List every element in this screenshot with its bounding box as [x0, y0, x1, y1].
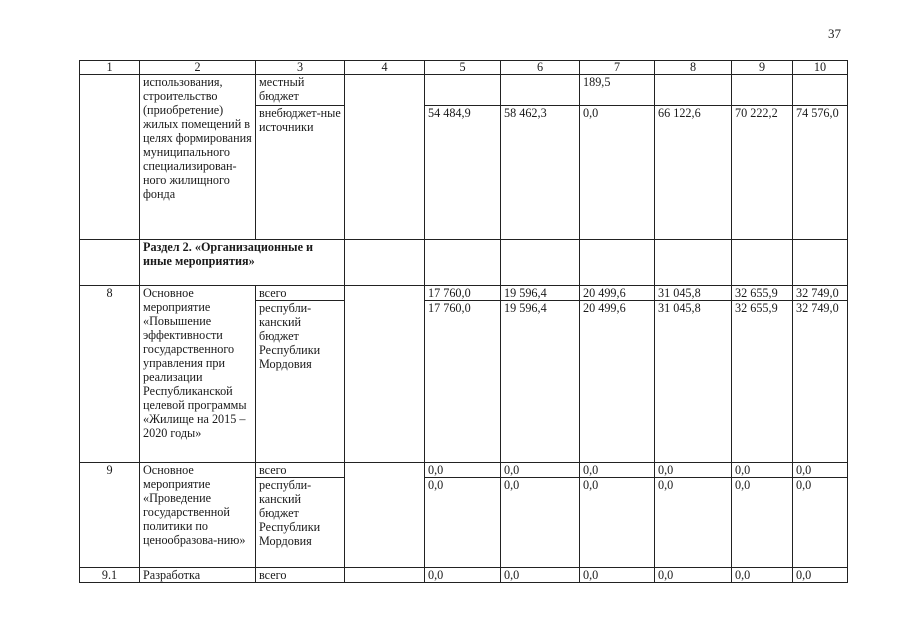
column-number: 10: [793, 61, 848, 75]
column-number: 2: [140, 61, 256, 75]
value-cell: [425, 75, 501, 106]
column-number: 4: [345, 61, 425, 75]
value-cell: 0,0: [580, 463, 655, 478]
column-number: 1: [80, 61, 140, 75]
activity-name: Основное мероприятие «Проведение государственной политики по ценообразова-нию»: [140, 463, 256, 568]
value-cell: 31 045,8: [655, 286, 732, 301]
budget-table: [79, 60, 848, 583]
value-cell: 0,0: [580, 106, 655, 240]
value-cell: [501, 75, 580, 106]
value-cell: 17 760,0: [425, 301, 501, 463]
empty-cell: [80, 240, 140, 286]
value-cell: 0,0: [732, 463, 793, 478]
value-cell: 31 045,8: [655, 301, 732, 463]
table-row: [80, 286, 848, 301]
empty-cell: [345, 463, 425, 568]
empty-cell: [501, 240, 580, 286]
value-cell: 66 122,6: [655, 106, 732, 240]
funding-source: республи-канский бюджет Республики Мордовия: [256, 301, 345, 463]
value-cell: 54 484,9: [425, 106, 501, 240]
value-cell: 74 576,0: [793, 106, 848, 240]
section-row: [80, 240, 848, 286]
row-number: 9.1: [80, 568, 140, 583]
table-row: [80, 75, 848, 106]
value-cell: 189,5: [580, 75, 655, 106]
empty-cell: [345, 568, 425, 583]
activity-name: Основное мероприятие «Повышение эффективности государственного управления при реализации Республиканской целевой программы «Жилище на 2015 – 2020 годы»: [140, 286, 256, 463]
column-number: 3: [256, 61, 345, 75]
value-cell: 0,0: [793, 463, 848, 478]
activity-name: Разработка: [140, 568, 256, 583]
column-number: 6: [501, 61, 580, 75]
value-cell: 0,0: [793, 478, 848, 568]
value-cell: 17 760,0: [425, 286, 501, 301]
value-cell: [793, 75, 848, 106]
value-cell: [655, 75, 732, 106]
value-cell: 0,0: [655, 568, 732, 583]
empty-cell: [345, 75, 425, 240]
value-cell: 0,0: [501, 568, 580, 583]
value-cell: 0,0: [501, 463, 580, 478]
value-cell: 0,0: [501, 478, 580, 568]
value-cell: 32 655,9: [732, 286, 793, 301]
table-row: [80, 463, 848, 478]
activity-name: использования, строительство (приобретение) жилых помещений в целях формирования муниципального специализирован-ного жилищного фонда: [140, 75, 256, 240]
value-cell: 0,0: [732, 478, 793, 568]
row-number: [80, 75, 140, 240]
value-cell: 19 596,4: [501, 301, 580, 463]
value-cell: [732, 75, 793, 106]
value-cell: 0,0: [655, 478, 732, 568]
funding-source: всего: [256, 463, 345, 478]
funding-source: республи-канский бюджет Республики Мордовия: [256, 478, 345, 568]
empty-cell: [345, 286, 425, 463]
value-cell: 70 222,2: [732, 106, 793, 240]
empty-cell: [425, 240, 501, 286]
column-number: 8: [655, 61, 732, 75]
row-number: 8: [80, 286, 140, 463]
value-cell: 0,0: [425, 463, 501, 478]
funding-source: всего: [256, 286, 345, 301]
value-cell: 32 655,9: [732, 301, 793, 463]
column-number: 5: [425, 61, 501, 75]
row-number: 9: [80, 463, 140, 568]
column-number: 9: [732, 61, 793, 75]
value-cell: 0,0: [425, 478, 501, 568]
empty-cell: [732, 240, 793, 286]
value-cell: 19 596,4: [501, 286, 580, 301]
empty-cell: [793, 240, 848, 286]
funding-source: внебюджет-ные источники: [256, 106, 345, 240]
funding-source: всего: [256, 568, 345, 583]
funding-source: местный бюджет: [256, 75, 345, 106]
value-cell: 20 499,6: [580, 301, 655, 463]
empty-cell: [345, 240, 425, 286]
value-cell: 0,0: [580, 568, 655, 583]
value-cell: 32 749,0: [793, 301, 848, 463]
empty-cell: [580, 240, 655, 286]
value-cell: 0,0: [793, 568, 848, 583]
value-cell: 0,0: [425, 568, 501, 583]
table-row: [80, 568, 848, 583]
section-title: Раздел 2. «Организационные и иные мероприятия»: [140, 240, 345, 286]
page-number: 37: [828, 26, 841, 41]
value-cell: 0,0: [655, 463, 732, 478]
empty-cell: [655, 240, 732, 286]
value-cell: 0,0: [580, 478, 655, 568]
value-cell: 20 499,6: [580, 286, 655, 301]
value-cell: 32 749,0: [793, 286, 848, 301]
value-cell: 58 462,3: [501, 106, 580, 240]
column-number-row: [80, 61, 848, 75]
column-number: 7: [580, 61, 655, 75]
value-cell: 0,0: [732, 568, 793, 583]
